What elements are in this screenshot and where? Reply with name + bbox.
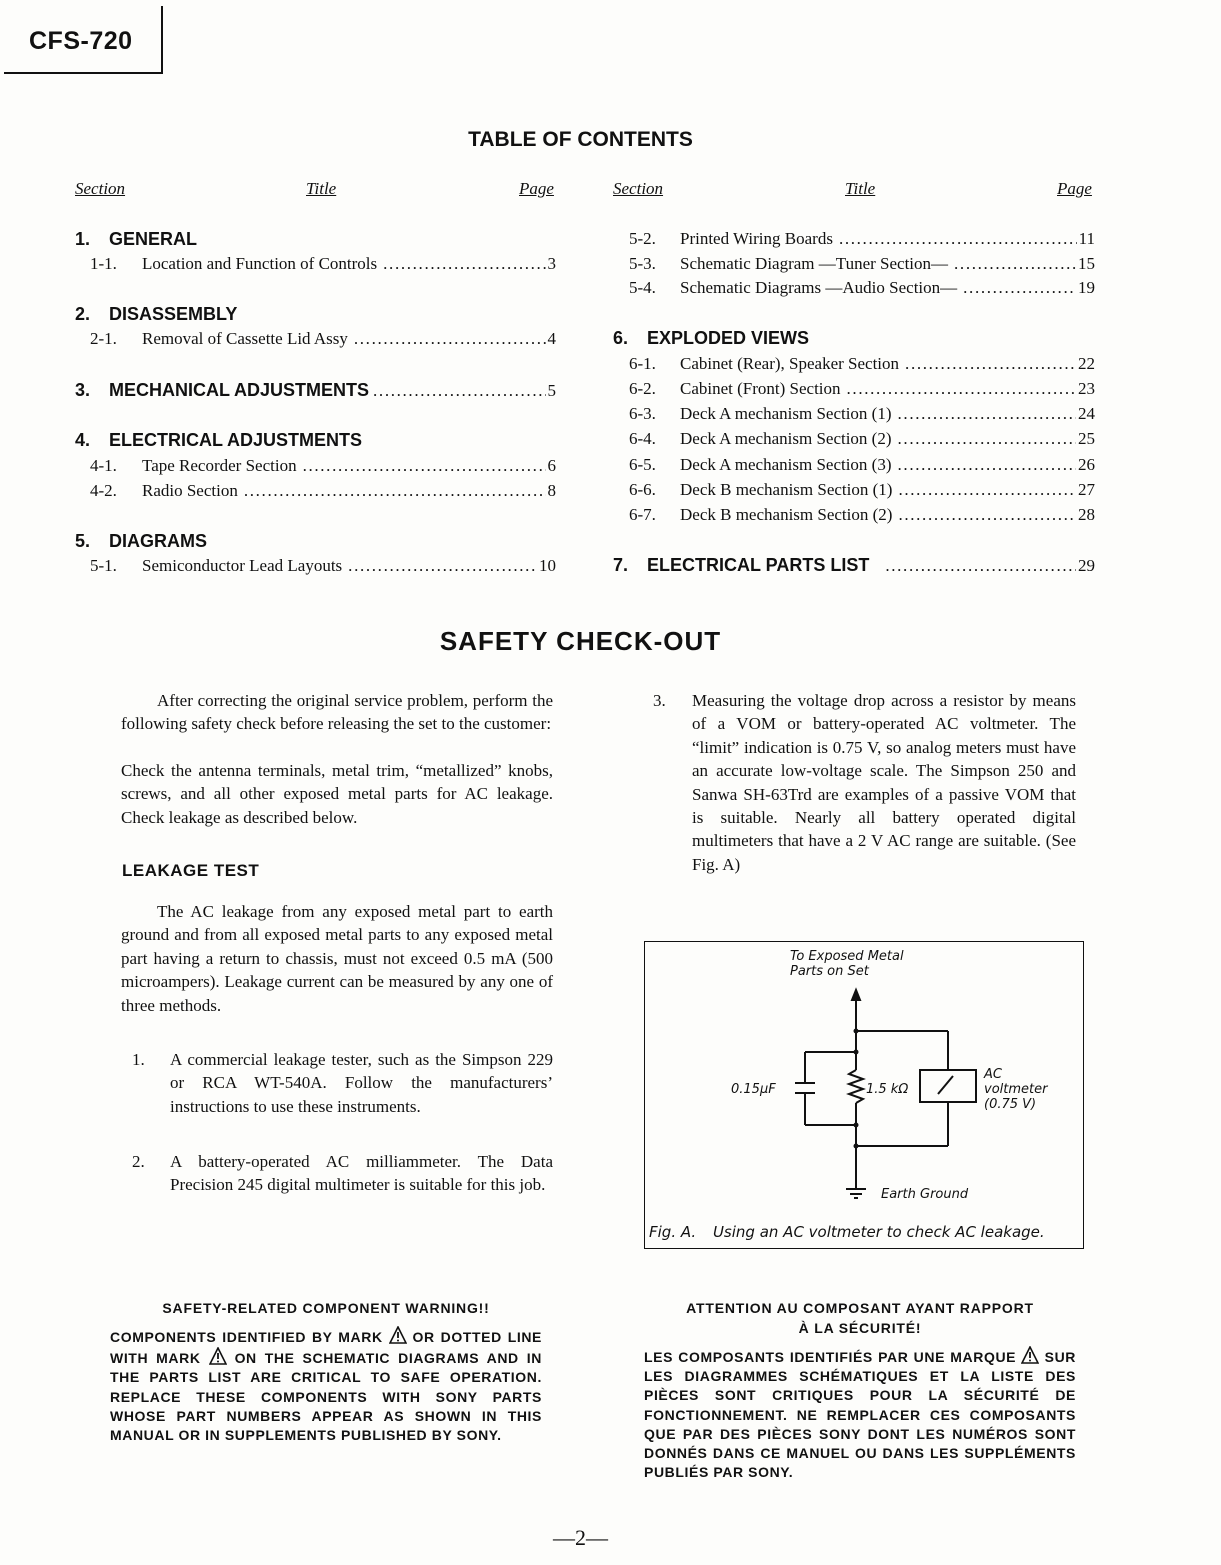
leakage-test-heading: LEAKAGE TEST: [122, 861, 260, 880]
entry-page: 24: [1078, 404, 1095, 423]
entry-page: 6: [547, 456, 556, 475]
method-2: [132, 1150, 553, 1222]
entry-number: 6-7.: [629, 505, 656, 524]
entry-page: 3: [547, 254, 556, 273]
safety-mark-icon: [1021, 1346, 1039, 1364]
entry-number: 4-2.: [90, 481, 117, 500]
model-name: CFS-720: [29, 27, 133, 55]
toc-header-page-right: Page: [1057, 179, 1092, 198]
toc-entry-5-4: [629, 278, 1095, 302]
leader-dots: [898, 429, 1076, 449]
toc-title: TABLE OF CONTENTS: [468, 128, 693, 151]
entry-page: 28: [1078, 505, 1095, 524]
safety-mark-icon: [389, 1326, 407, 1344]
figure-caption-text: Using an AC voltmeter to check AC leakage.: [712, 1223, 1045, 1241]
figure-a: [644, 941, 1084, 1249]
entry-number: 6-1.: [629, 354, 656, 373]
entry-number: 6-2.: [629, 379, 656, 398]
warning-en-text-2: OR DOTTED LINE WITH MARK: [110, 1329, 542, 1367]
toc-entry-5-1: [90, 556, 556, 580]
toc-entry-6-1: [629, 354, 1095, 378]
resistor-symbol: [849, 1070, 863, 1103]
leader-dots: [885, 556, 1076, 576]
entry-title: Printed Wiring Boards: [680, 229, 833, 248]
warning-fr-body: [644, 1346, 1076, 1482]
leader-dots: [847, 379, 1076, 399]
toc-entry-6-7: [629, 505, 1095, 529]
toc-entry-6-5: [629, 455, 1095, 479]
method-text: A battery-operated AC milliammeter. The Data Precision 245 digital multimeter is suitable for this job.: [170, 1152, 553, 1195]
entry-title: Deck A mechanism Section (2): [680, 429, 892, 448]
toc-entry-1-1: [90, 254, 556, 278]
entry-number: 1-1.: [90, 254, 117, 273]
leader-dots: [898, 480, 1076, 500]
method-text: A commercial leakage tester, such as the Simpson 229 or RCA WT-540A. Follow the manufacturers’ instructions to use these instruments.: [170, 1050, 553, 1116]
warning-en-text-3: ON THE SCHEMATIC DIAGRAMS AND IN THE PARTS LIST ARE CRITICAL TO SAFE OPERATION. REPLACE THESE COMPONENTS WITH SONY PARTS WHOSE PART NUMBERS APPEAR AS SHOWN IN THIS MANUAL OR IN SUPPLEMENTS PUBLISHED BY SONY.: [110, 1350, 542, 1444]
section-number: 7.: [613, 555, 629, 575]
toc-section-4: [75, 430, 555, 454]
section-title: ELECTRICAL PARTS LIST: [647, 555, 870, 575]
entry-title: Removal of Cassette Lid Assy: [142, 329, 348, 348]
toc-section-3: [75, 380, 556, 404]
leakage-test-text: The AC leakage from any exposed metal part to earth ground and from all exposed metal parts to any exposed metal part having a return to chassis, must not exceed 0.5 mA (500 microampers). Leakage current can be measured by any one of three methods.: [121, 902, 553, 1015]
entry-title: Radio Section: [142, 481, 238, 500]
entry-number: 4-1.: [90, 456, 117, 475]
entry-page: 5: [547, 381, 556, 400]
entry-page: 22: [1078, 354, 1095, 373]
safety-mark-icon: [209, 1347, 227, 1365]
warning-fr-title: ATTENTION AU COMPOSANT AYANT RAPPORT À LA SÉCURITÉ!: [686, 1300, 1034, 1336]
resistor-label: 1.5 kΩ: [866, 1082, 909, 1097]
leader-dots: [373, 381, 545, 401]
toc-header-section: Section: [75, 179, 126, 198]
entry-page: 11: [1078, 229, 1095, 248]
section-number: 5.: [75, 531, 91, 551]
method-3: [653, 689, 1076, 899]
arrow-head: [852, 990, 860, 1000]
entry-number: 6-3.: [629, 404, 656, 423]
entry-number: 5-4.: [629, 278, 656, 297]
toc-entry-6-2: [629, 379, 1095, 403]
entry-number: 6-5.: [629, 455, 656, 474]
entry-number: 5-2.: [629, 229, 656, 248]
entry-title: Deck B mechanism Section (2): [680, 505, 893, 524]
leader-dots: [898, 505, 1076, 525]
method-number: 2.: [132, 1152, 145, 1171]
toc-entry-4-2: [90, 481, 556, 505]
entry-number: 6-6.: [629, 480, 656, 499]
method-1: [132, 1048, 553, 1142]
safety-title: SAFETY CHECK-OUT: [439, 626, 722, 656]
section-number: 3.: [75, 380, 91, 400]
entry-page: 26: [1078, 455, 1095, 474]
section-title: ELECTRICAL ADJUSTMENTS: [109, 430, 363, 450]
warning-fr-text-2: SUR LES DIAGRAMMES SCHÉMATIQUES ET LA LISTE DES PIÈCES SONT CRITIQUES POUR LA SÉCURITÉ DE FONCTIONNEMENT. NE REMPLACER CES COMPOSANTS QUE PAR DES PIÈCES SONY DONT LES NUMÉROS SONT DONNÉS DANS CE MANUEL OU DANS LES SUPPLÉMENTS PUBLIÉS PAR SONY.: [644, 1349, 1076, 1481]
entry-page: 27: [1078, 480, 1095, 499]
entry-number: 5-1.: [90, 556, 117, 575]
toc-entry-6-6: [629, 480, 1095, 504]
entry-title: Semiconductor Lead Layouts: [142, 556, 343, 575]
entry-title: Location and Function of Controls: [142, 254, 378, 273]
leader-dots: [898, 455, 1076, 475]
toc-entry-5-2: [629, 229, 1095, 253]
entry-title: Tape Recorder Section: [142, 456, 297, 475]
safety-check-text: Check the antenna terminals, metal trim, “metallized” knobs, screws, and all other exposed metal parts for AC leakage. Check leakage as described below.: [121, 761, 553, 827]
entry-page: 4: [547, 329, 556, 348]
section-title: EXPLODED VIEWS: [647, 328, 810, 348]
leader-dots: [348, 556, 537, 576]
toc-entry-5-3: [629, 254, 1095, 278]
figure-number: Fig. A.: [649, 1223, 697, 1241]
model-tab: [0, 0, 163, 74]
toc-section-1: [75, 229, 555, 253]
figure-caption: [649, 1223, 1045, 1241]
method-text: Measuring the voltage drop across a resistor by means of a VOM or battery-operated AC voltmeter. The “limit” indication is 0.75 V, so analog meters must have an accurate low-voltage scale. The Simpson 250 and Sanwa SH-63Trd are examples of a passive VOM that is suitable. Nearly all battery operated digital multimeters that have a 2 V AC range are suitable. (See Fig. A): [692, 691, 1076, 874]
toc-header-section-right: Section: [613, 179, 664, 198]
leader-dots: [898, 404, 1076, 424]
voltmeter-label: AC voltmeter (0.75 V): [984, 1067, 1048, 1112]
leader-dots: [963, 278, 1076, 298]
section-number: 2.: [75, 304, 91, 324]
warning-fr-text-1: LES COMPOSANTS IDENTIFIÉS PAR UNE MARQUE: [644, 1349, 1017, 1365]
page-number: —2—: [553, 1525, 608, 1550]
tab-border-vertical: [161, 6, 163, 74]
section-title: DIAGRAMS: [109, 531, 207, 551]
section-number: 1.: [75, 229, 91, 249]
toc-section-6: [613, 328, 1093, 352]
warning-en-title: SAFETY-RELATED COMPONENT WARNING!!: [162, 1300, 490, 1316]
toc-header-page: Page: [519, 179, 554, 198]
entry-title: Schematic Diagrams —Audio Section—: [680, 278, 958, 297]
leader-dots: [303, 456, 546, 476]
entry-title: Cabinet (Rear), Speaker Section: [680, 354, 900, 373]
toc-entry-4-1: [90, 456, 556, 480]
leader-dots: [354, 329, 546, 349]
leader-dots: [383, 254, 545, 274]
entry-title: Deck A mechanism Section (1): [680, 404, 892, 423]
capacitor-label: 0.15μF: [731, 1082, 776, 1097]
toc-section-5: [75, 531, 555, 555]
section-title: GENERAL: [109, 229, 198, 249]
entry-number: 6-4.: [629, 429, 656, 448]
section-number: 4.: [75, 430, 91, 450]
toc-header-title: Title: [306, 179, 337, 198]
entry-number: 2-1.: [90, 329, 117, 348]
warning-en-text-1: COMPONENTS IDENTIFIED BY MARK: [110, 1329, 383, 1345]
method-number: 1.: [132, 1050, 145, 1069]
leader-dots: [839, 229, 1077, 249]
leader-dots: [244, 481, 546, 501]
method-number: 3.: [653, 691, 666, 710]
entry-title: Deck B mechanism Section (1): [680, 480, 893, 499]
leader-dots: [905, 354, 1076, 374]
voltmeter-box: [920, 1070, 976, 1102]
entry-page: 10: [539, 556, 556, 575]
earth-ground-label: Earth Ground: [881, 1187, 969, 1202]
safety-intro: After correcting the original service problem, perform the following safety check before releasing the set to the customer:: [121, 691, 553, 734]
toc-entry-6-4: [629, 429, 1095, 453]
toc-entry-2-1: [90, 329, 556, 353]
toc-section-7: [613, 555, 1095, 579]
exposed-metal-label: To Exposed Metal Parts on Set: [790, 949, 904, 979]
section-title: MECHANICAL ADJUSTMENTS: [109, 380, 370, 400]
entry-number: 5-3.: [629, 254, 656, 273]
section-title: DISASSEMBLY: [109, 304, 238, 324]
tab-border-horizontal: [4, 72, 163, 74]
entry-title: Cabinet (Front) Section: [680, 379, 841, 398]
entry-page: 23: [1078, 379, 1095, 398]
entry-page: 29: [1078, 556, 1095, 575]
entry-page: 15: [1078, 254, 1095, 273]
toc-header-title-right: Title: [845, 179, 876, 198]
entry-page: 25: [1078, 429, 1095, 448]
entry-title: Deck A mechanism Section (3): [680, 455, 892, 474]
toc-entry-6-3: [629, 404, 1095, 428]
entry-title: Schematic Diagram —Tuner Section—: [680, 254, 949, 273]
entry-page: 8: [547, 481, 556, 500]
toc-section-2: [75, 304, 555, 328]
section-number: 6.: [613, 328, 629, 348]
entry-page: 19: [1078, 278, 1095, 297]
warning-en-body: [110, 1326, 542, 1445]
leader-dots: [954, 254, 1076, 274]
